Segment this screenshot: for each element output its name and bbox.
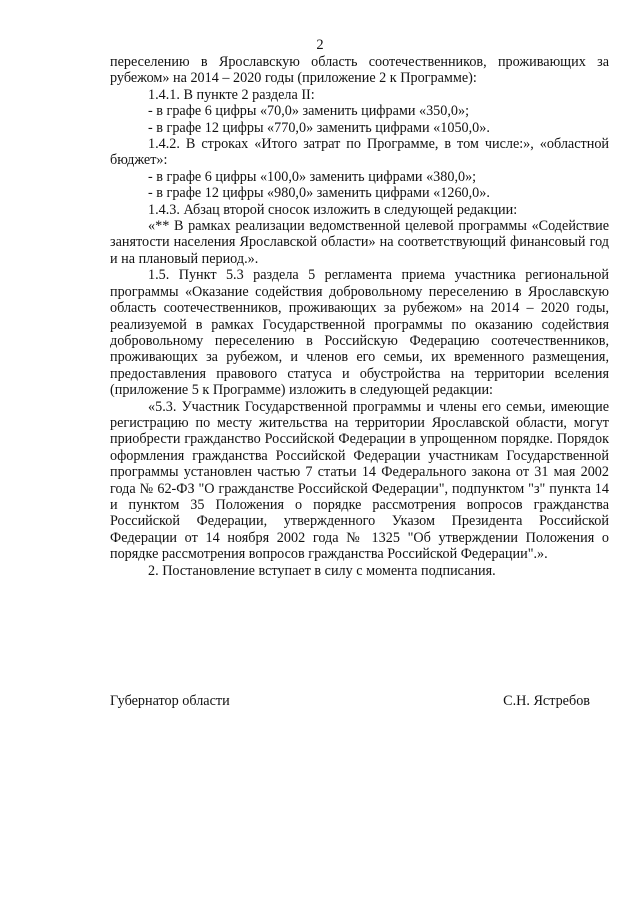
list-item: - в графе 12 цифры «770,0» заменить цифрами «1050,0». [148,119,490,136]
paragraph: 1.4.3. Абзац второй сносок изложить в следующей редакции: [148,201,518,218]
list-item: - в графе 6 цифры «100,0» заменить цифрами «380,0»; [148,168,477,185]
signatory-name: С.Н. Ястребов [503,693,590,709]
quoted-clause: «5.3. Участник Государственной программы и члены его семьи, имеющие регистрацию по месту жительства на территории Ярославской области, могут приобрести гражданство Российской Федерации в упрощенном порядке. Порядок оформления гражданства Российской Федерации участникам Государственной программы установлен частью 7 статьи 14 Федерального закона от 31 мая 2002 года № 62-ФЗ "О гражданстве Российской Федерации", подпунктом "з" пункта 14 и пунктом 35 Положения о порядке рассмотрения вопросов гражданства Российской Федерации, утвержденного Указом Президента Российской Федерации от 14 ноября 2002 года № 1325 "Об утверждении Положения о порядке рассмотрения вопросов гражданства Российской Федерации".». [110,398,609,563]
list-item: - в графе 12 цифры «980,0» заменить цифрами «1260,0». [148,185,490,202]
list-item: - в графе 6 цифры «70,0» заменить цифрами «350,0»; [148,103,470,120]
paragraph: 1.4.1. В пункте 2 раздела II: [148,86,315,103]
page-number: 2 [316,37,324,53]
document-body [110,54,609,579]
paragraph: переселению в Ярославскую область соотечественников, проживающих за рубежом» на 2014 – 2020 годы (приложение 2 к Программе): [110,54,609,87]
paragraph: 1.4.2. В строках «Итого затрат по Программе, в том числе:», «областной бюджет»: [110,136,609,169]
paragraph: 1.5. Пункт 5.3 раздела 5 регламента приема участника региональной программы «Оказание содействия добровольному переселению в Ярославскую область соотечественников, проживающих за рубежом» на 2014 – 2020 годы, реализуемой в рамках Государственной программы по оказанию содействия добровольному переселению в Российскую Федерацию соотечественников, проживающих за рубежом, и членов его семьи, их временного размещения, предоставления правового статуса и обустройства на территории вселения (приложение 5 к Программе) изложить в следующей редакции: [110,267,609,399]
footnote-quote: «** В рамках реализации ведомственной целевой программы «Содействие занятости населения Ярославской области» на соответствующий финансовый год и на плановый период.». [110,218,609,267]
paragraph: 2. Постановление вступает в силу с момента подписания. [148,562,496,579]
signatory-position: Губернатор области [110,693,230,709]
